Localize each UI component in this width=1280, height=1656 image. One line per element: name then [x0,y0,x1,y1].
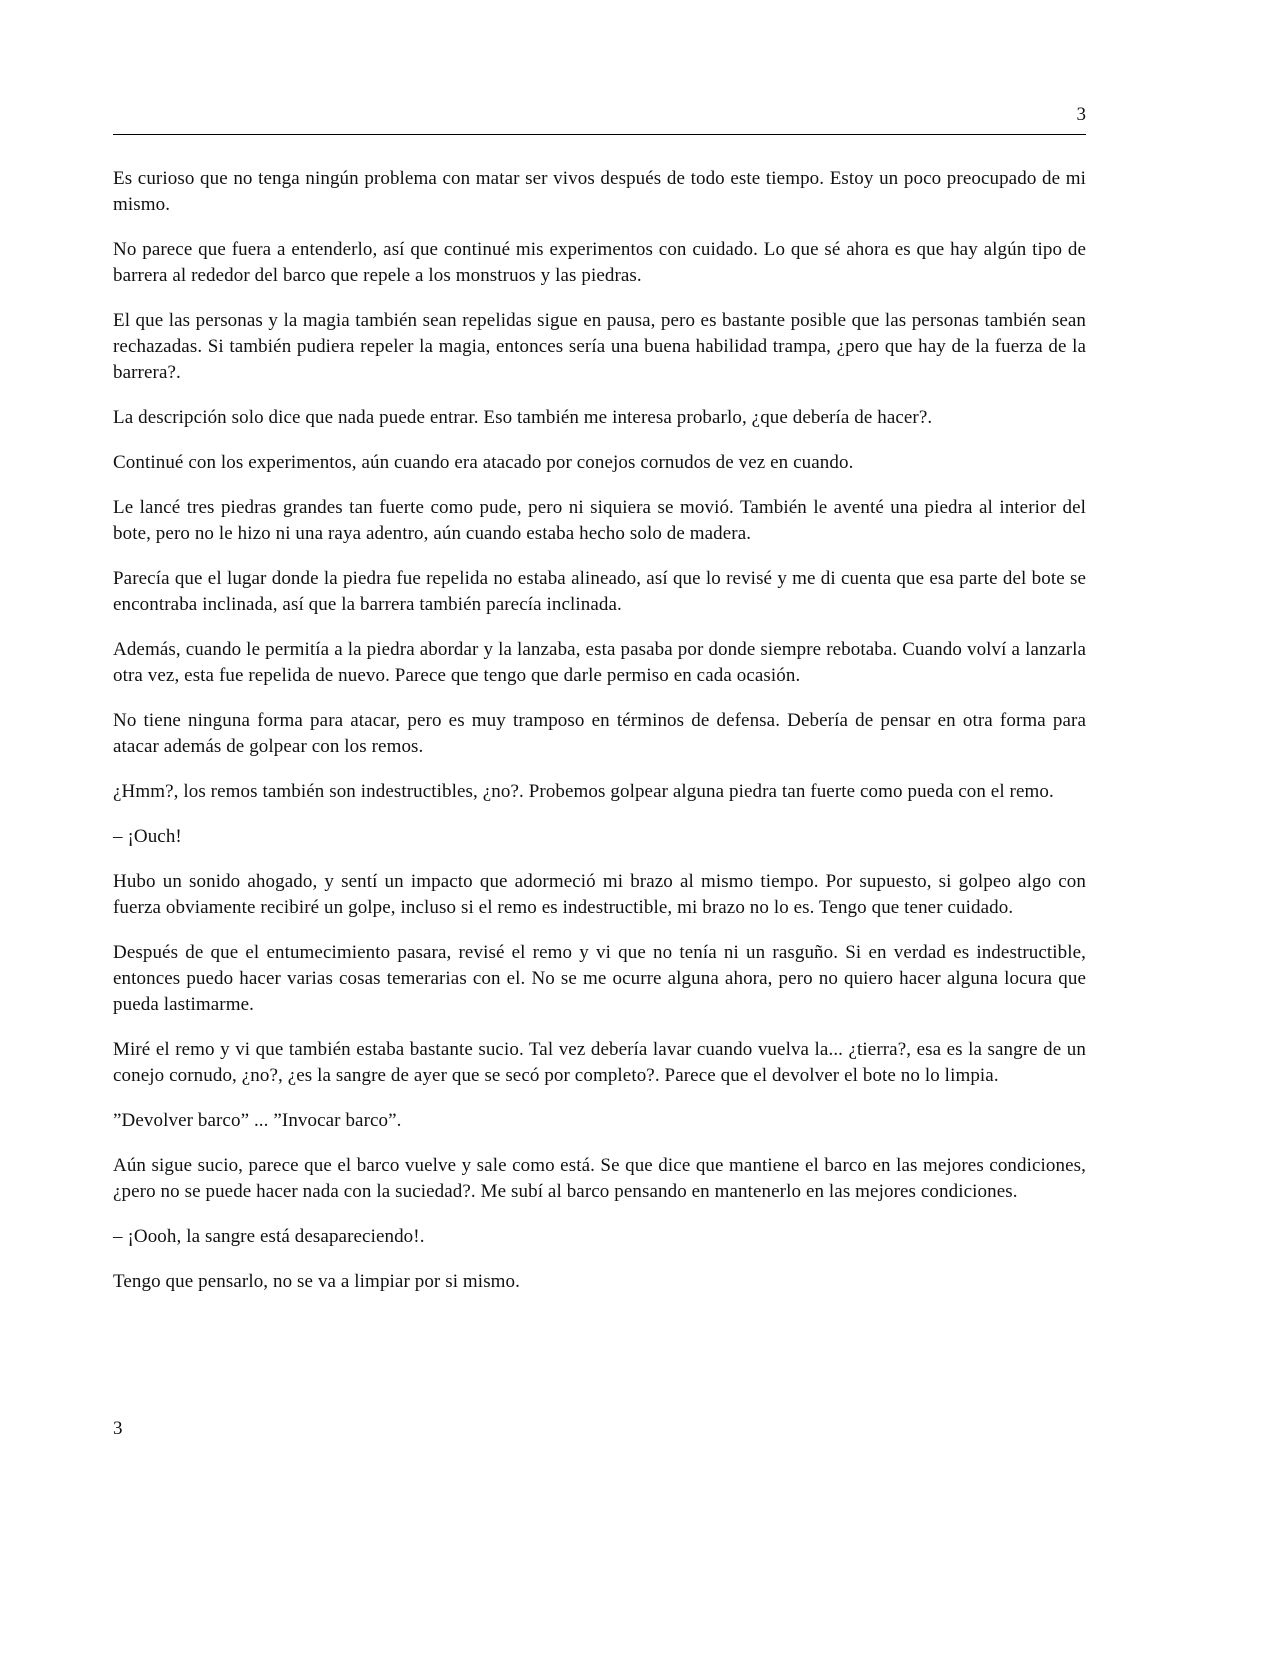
paragraph-dialogue: – ¡Oooh, la sangre está desapareciendo!. [113,1226,425,1247]
paragraph: Después de que el entumecimiento pasara, revisé el remo y vi que no tenía ni un rasguño. Si en verdad es indestructible, entonces puedo hacer varias cosas temerarias con el. No se me ocurre alguna ahora, pero no quiero hacer alguna locura que pueda lastimarme. [113,942,1086,1015]
footer-page-number: 3 [113,1418,123,1439]
paragraph: Le lancé tres piedras grandes tan fuerte como pude, pero ni siquiera se movió. También le aventé una piedra al interior del bote, pero no le hizo ni una raya adentro, aún cuando estaba hecho solo de madera. [113,497,1086,544]
paragraph-dialogue: – ¡Ouch! [113,826,182,847]
paragraph: Aún sigue sucio, parece que el barco vuelve y sale como está. Se que dice que mantiene el barco en las mejores condiciones, ¿pero no se puede hacer nada con la suciedad?. Me subí al barco pensando en mantenerlo en las mejores condiciones. [113,1155,1086,1202]
paragraph: No tiene ninguna forma para atacar, pero es muy tramposo en términos de defensa. Debería de pensar en otra forma para atacar además de golpear con los remos. [113,710,1086,757]
paragraph: Continué con los experimentos, aún cuando era atacado por conejos cornudos de vez en cuando. [113,452,854,473]
page-header [113,104,1086,126]
header-rule [113,134,1086,135]
paragraph: La descripción solo dice que nada puede entrar. Eso también me interesa probarlo, ¿que debería de hacer?. [113,407,933,428]
paragraph: Miré el remo y vi que también estaba bastante sucio. Tal vez debería lavar cuando vuelva la... ¿tierra?, esa es la sangre de un conejo cornudo, ¿no?, ¿es la sangre de ayer que se secó por completo?. Parece que el devolver el bote no lo limpia. [113,1039,1086,1086]
header-page-number: 3 [1076,104,1086,125]
paragraph: Tengo que pensarlo, no se va a limpiar por si mismo. [113,1271,521,1292]
paragraph: Hubo un sonido ahogado, y sentí un impacto que adormeció mi brazo al mismo tiempo. Por supuesto, si golpeo algo con fuerza obviamente recibiré un golpe, incluso si el remo es indestructible, mi brazo no lo es. Tengo que tener cuidado. [113,871,1086,918]
paragraph: No parece que fuera a entenderlo, así que continué mis experimentos con cuidado. Lo que sé ahora es que hay algún tipo de barrera al rededor del barco que repele a los monstruos y las piedras. [113,239,1086,286]
paragraph: El que las personas y la magia también sean repelidas sigue en pausa, pero es bastante posible que las personas también sean rechazadas. Si también pudiera repeler la magia, entonces sería una buena habilidad trampa, ¿pero que hay de la fuerza de la barrera?. [113,310,1086,383]
paragraph: ¿Hmm?, los remos también son indestructibles, ¿no?. Probemos golpear alguna piedra tan fuerte como pueda con el remo. [113,781,1054,802]
paragraph: Parecía que el lugar donde la piedra fue repelida no estaba alineado, así que lo revisé y me di cuenta que esa parte del bote se encontraba inclinada, así que la barrera también parecía inclinada. [113,568,1086,615]
paragraph: Es curioso que no tenga ningún problema con matar ser vivos después de todo este tiempo. Estoy un poco preocupado de mi mismo. [113,168,1086,215]
page-content [113,166,1086,1295]
paragraph-quote: ”Devolver barco” ... ”Invocar barco”. [113,1110,402,1131]
paragraph: Además, cuando le permitía a la piedra abordar y la lanzaba, esta pasaba por donde siempre rebotaba. Cuando volví a lanzarla otra vez, esta fue repelida de nuevo. Parece que tengo que darle permiso en cada ocasión. [113,639,1086,686]
